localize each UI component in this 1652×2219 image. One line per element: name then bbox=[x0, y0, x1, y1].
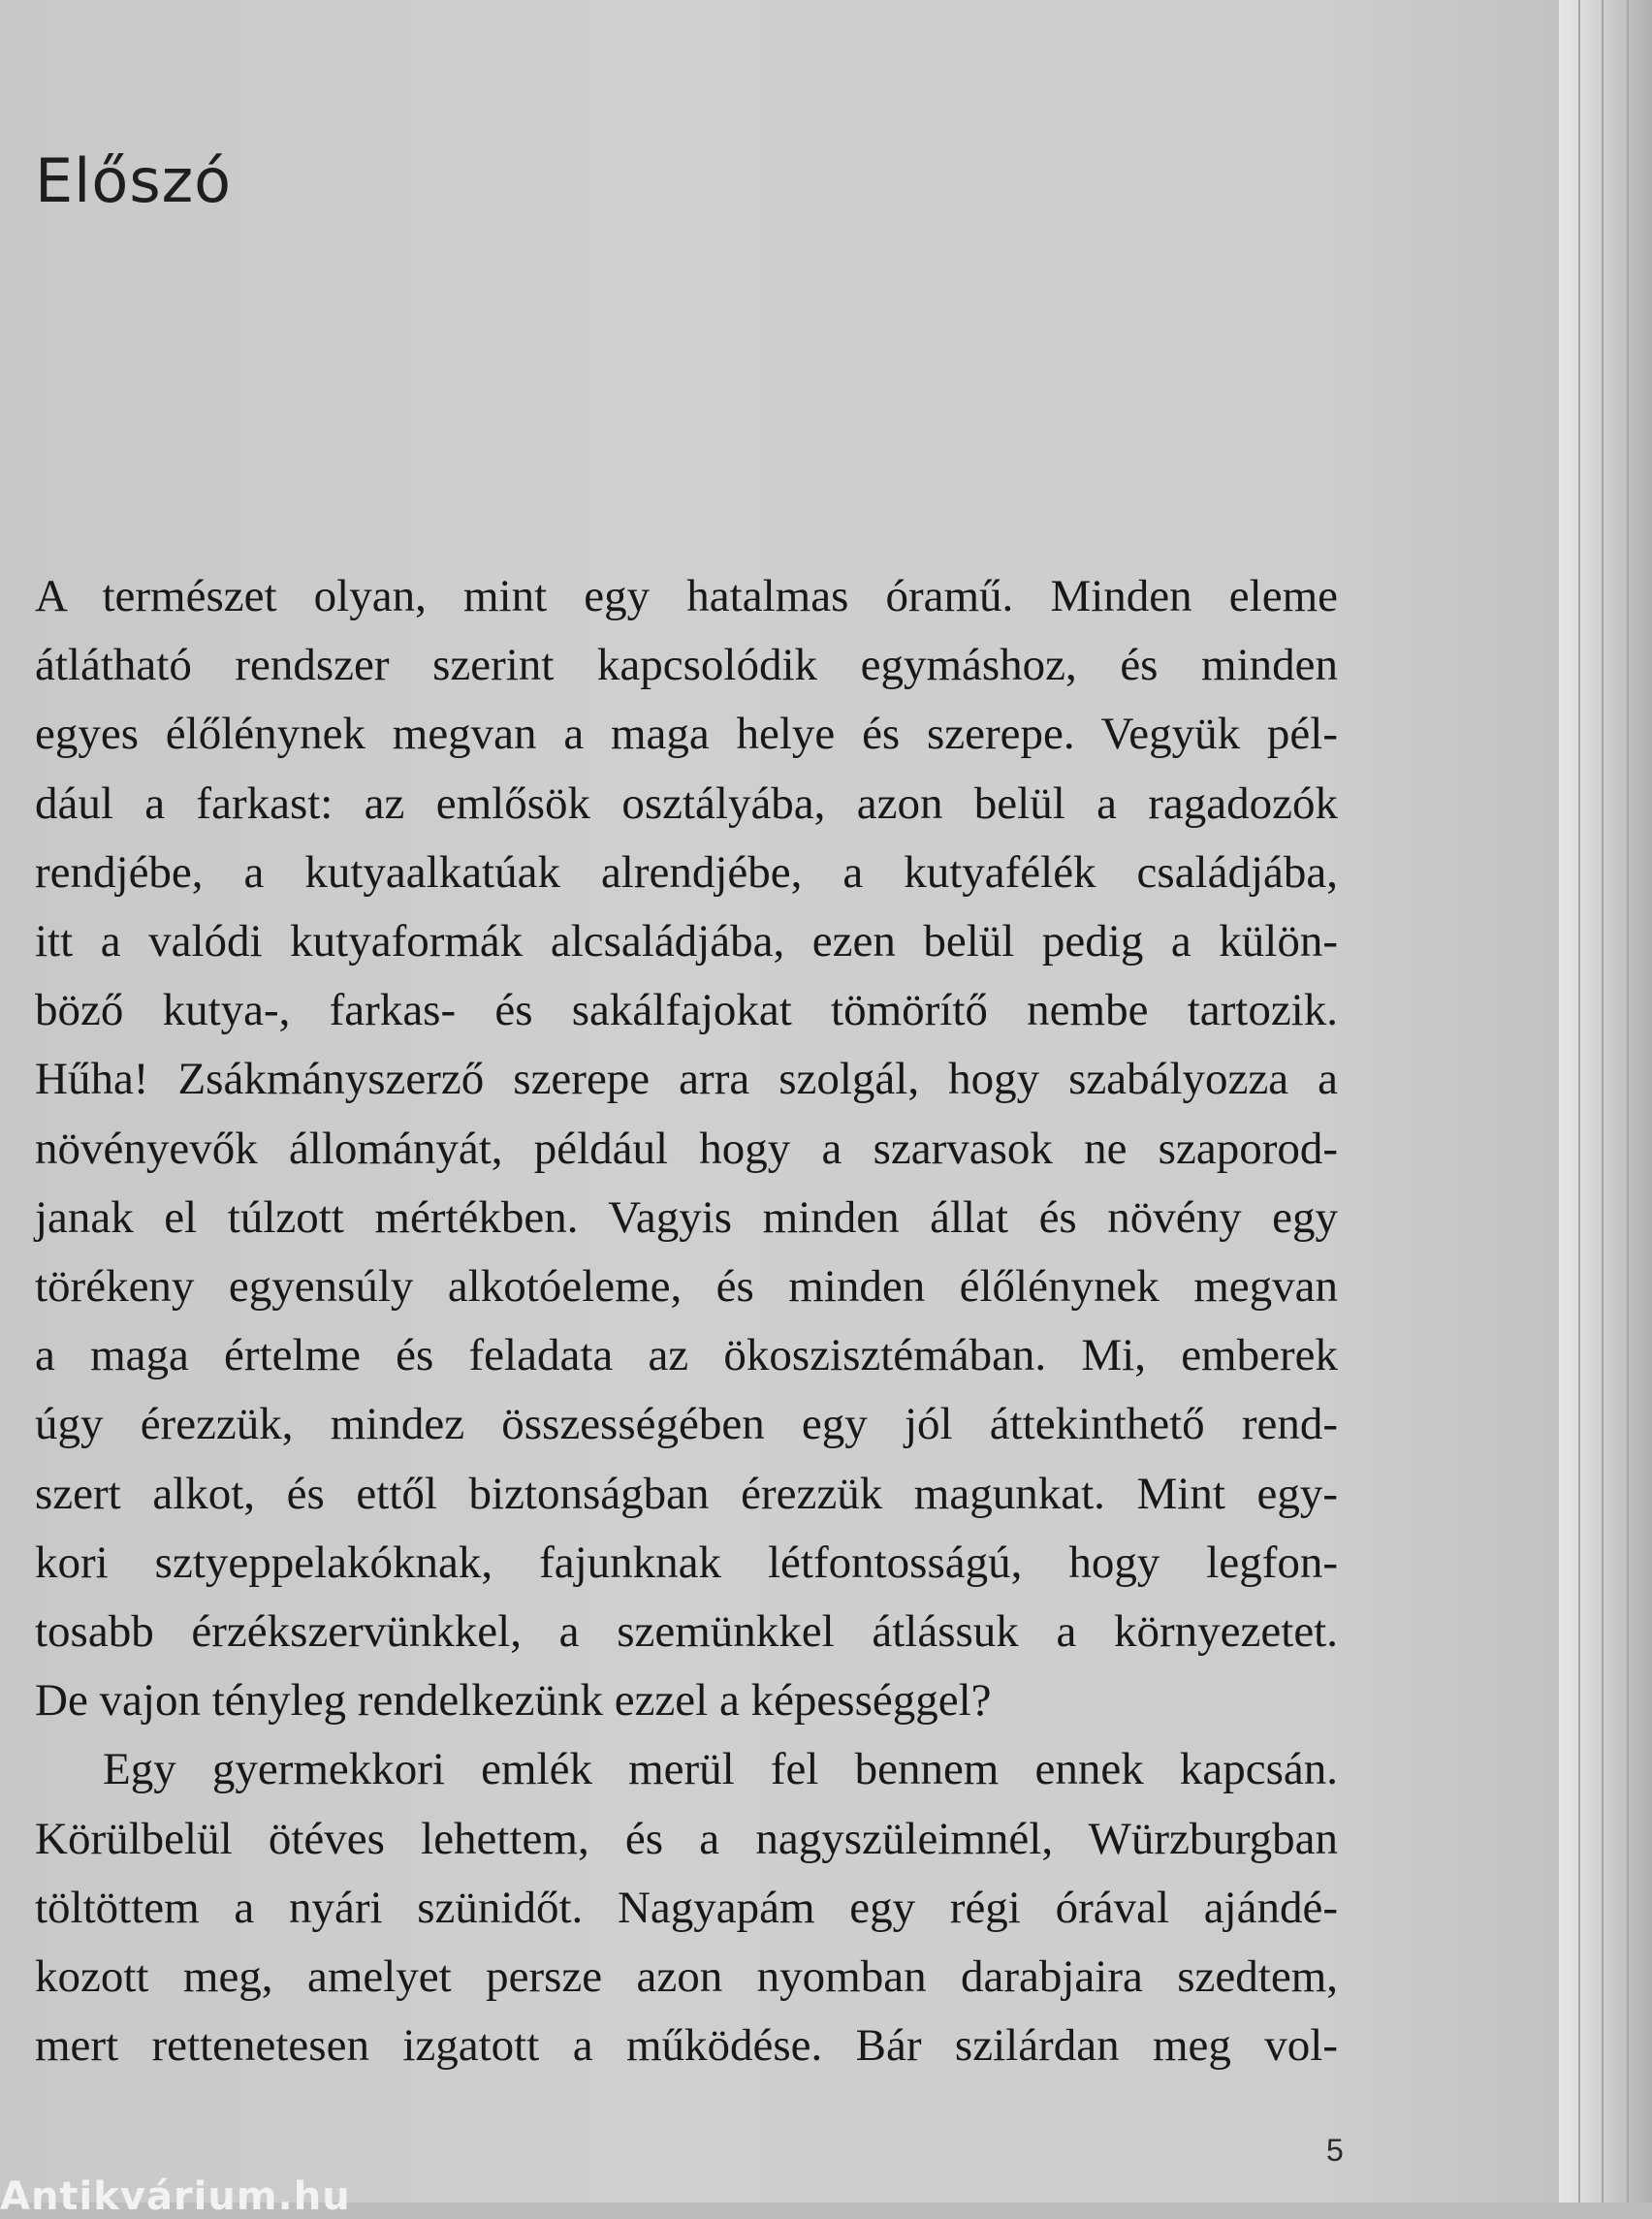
text-line: janak el túlzott mértékben. Vagyis minden állat és növény egy bbox=[35, 1191, 1338, 1243]
text-line: Körülbelül ötéves lehettem, és a nagyszüleimnél, Würzburgban bbox=[35, 1813, 1338, 1864]
text-line: böző kutya-, farkas- és sakálfajokat tömörítő nembe tartozik. bbox=[35, 985, 1338, 1036]
page-number: 5 bbox=[1326, 2133, 1344, 2168]
text-line: Hűha! Zsákmányszerző szerepe arra szolgál, hogy szabályozza a bbox=[35, 1054, 1338, 1105]
text-line: töltöttem a nyári szünidőt. Nagyapám egy régi órával ajándé- bbox=[35, 1882, 1338, 1933]
text-line: tosabb érzékszervünkkel, a szemünkkel átlássuk a környezetet. bbox=[35, 1606, 1338, 1658]
text-line: De vajon tényleg rendelkezünk ezzel a képességgel? bbox=[35, 1675, 992, 1727]
text-line: úgy érezzük, mindez összességében egy jól áttekinthető rend- bbox=[35, 1399, 1338, 1450]
paragraph-1 bbox=[35, 562, 1338, 1735]
text-line: egyes élőlénynek megvan a maga helye és szerepe. Vegyük pél- bbox=[35, 709, 1338, 760]
chapter-title: Előszó bbox=[35, 145, 233, 216]
text-line: a maga értelme és feladata az ökoszisztémában. Mi, emberek bbox=[35, 1330, 1338, 1381]
text-line: Egy gyermekkori emlék merül fel bennem ennek kapcsán. bbox=[103, 1744, 1338, 1795]
paragraph-2 bbox=[35, 1735, 1338, 2080]
text-line: A természet olyan, mint egy hatalmas óramű. Minden eleme bbox=[35, 571, 1338, 621]
body-text bbox=[35, 562, 1338, 2080]
text-line: kozott meg, amelyet persze azon nyomban darabjaira szedtem, bbox=[35, 1951, 1338, 2003]
text-line: itt a valódi kutyaformák alcsaládjába, ezen belül pedig a külön- bbox=[35, 916, 1338, 967]
text-line: dául a farkast: az emlősök osztályába, azon belül a ragadozók bbox=[35, 777, 1338, 829]
text-line: szert alkot, és ettől biztonságban érezzük magunkat. Mint egy- bbox=[35, 1468, 1338, 1519]
text-line: mert rettenetesen izgatott a működése. Bár szilárdan meg vol- bbox=[35, 2020, 1338, 2072]
text-line: kori sztyeppelakóknak, fajunknak létfontosságú, hogy legfon- bbox=[35, 1537, 1338, 1588]
text-line: törékeny egyensúly alkotóeleme, és minden élőlénynek megvan bbox=[35, 1261, 1338, 1313]
text-line: növényevők állományát, például hogy a szarvasok ne szaporod- bbox=[35, 1123, 1338, 1174]
watermark: Antikvárium.hu bbox=[0, 2174, 351, 2219]
page-stack-edge bbox=[1559, 0, 1652, 2203]
text-line: rendjébe, a kutyaalkatúak alrendjébe, a kutyafélék családjába, bbox=[35, 846, 1338, 898]
text-line: átlátható rendszer szerint kapcsolódik egymáshoz, és minden bbox=[35, 640, 1338, 691]
